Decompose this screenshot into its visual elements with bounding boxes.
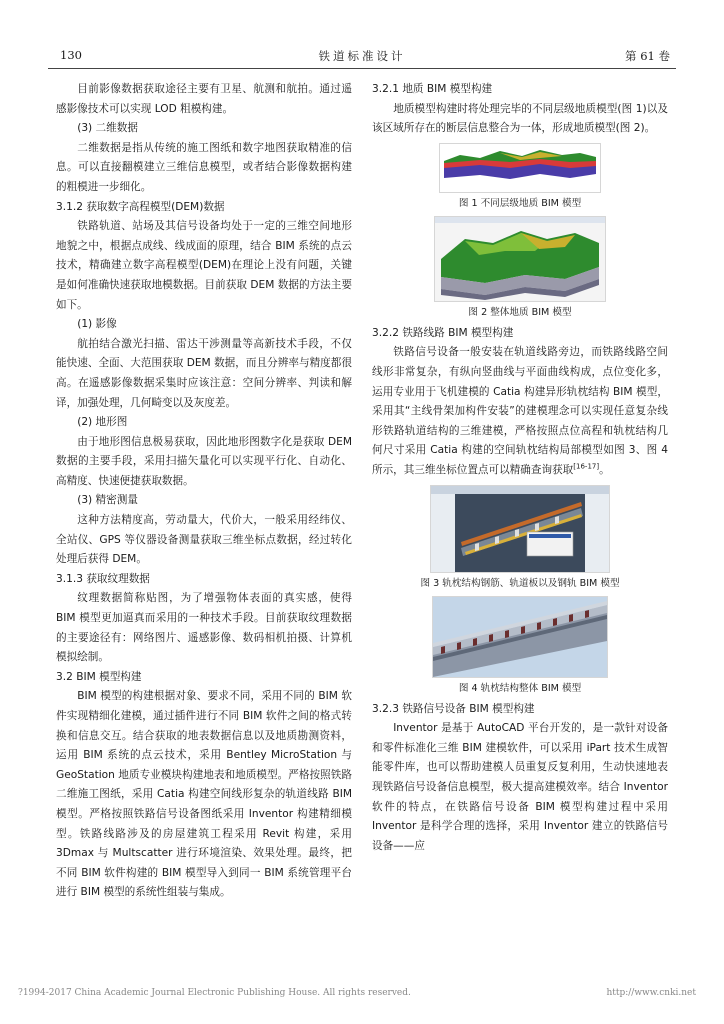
page-number: 130: [60, 48, 82, 62]
paragraph: [372, 343, 668, 480]
paragraph-text: 铁路信号设备一般安装在轨道线路旁边，而铁路线路空间线形非常复杂，有纵向竖曲线与平面曲线构成，点位变化多，运用专业用于飞机建模的 Catia 构建异形轨枕结构 BIM 模型，采用其“主线骨架加构件安装”的建模理念可以实现任意复杂线形铁路轨道结构的三维建模，严格按照点位高程和轨枕结构几何尺寸采用 Catia 构建的空间轨枕结构局部模型如图 3、图 4 所示，其三维坐标位置点可以精确查询获取: [372, 346, 668, 476]
figure-3-image: [430, 485, 610, 573]
figure-1: [372, 143, 668, 212]
figure-3-caption: 图 3 轨枕结构钢筋、轨道板以及钢轨 BIM 模型: [420, 577, 620, 589]
figure-1-caption: 图 1 不同层级地质 BIM 模型: [458, 197, 582, 209]
paragraph: 目前影像数据获取途径主要有卫星、航测和航拍。通过遥感影像技术可以实现 LOD 粗模构建。: [56, 83, 352, 115]
figure-3: [372, 485, 668, 592]
paragraph: 纹理数据简称贴图，为了增强物体表面的真实感，使得 BIM 模型更加逼真而采用的一种技术手段。目前获取纹理数据的主要途径有：网络图片、遥感影像、数码相机拍摄、计算机模拟绘制。: [56, 592, 352, 664]
citation: [16-17]: [573, 462, 600, 471]
header-rule: [48, 68, 676, 69]
copyright-notice: ?1994-2017 China Academic Journal Electronic Publishing House. All rights reserved.: [18, 988, 411, 998]
paragraph: 航拍结合激光扫描、雷达干涉测量等高新技术手段，不仅能快速、全面、大范围获取 DEM 数据，而且分辨率与精度都很高。在遥感影像数据采集时应该注意：空间分辨率、判读和解译，加强处理，几何畸变以及灰度差。: [56, 337, 352, 409]
page-header: [48, 48, 676, 66]
section-heading-3-2-1: 3.2.1 地质 BIM 模型构建: [372, 83, 493, 95]
footer-url: http://www.cnki.net: [606, 988, 696, 998]
figure-4: [372, 596, 668, 697]
figure-2-caption: 图 2 整体地质 BIM 模型: [468, 306, 572, 318]
figure-1-image: [439, 143, 601, 193]
section-heading-3-2-2: 3.2.2 铁路线路 BIM 模型构建: [372, 326, 514, 339]
paragraph: Inventor 是基于 AutoCAD 平台开发的，是一款针对设备和零件标准化三维 BIM 建模软件，可以采用 iPart 技术生成智能零件库，也可以帮助建模人员重复反复利用，生动快速地表现铁路信号设备信息模型，极大提高建模效率。结合 Inventor 软件的特点，在铁路信号设备 BIM 模型构建过程中采用 Inventor 是科学合理的选择，采用 Inventor 建立的铁路信号设备——应: [372, 722, 668, 852]
volume-label: 第 61 卷: [625, 49, 670, 63]
subsection-label: (3) 二维数据: [77, 122, 138, 135]
figure-2-image: [434, 216, 606, 302]
paragraph: 地质模型构建时将处理完毕的不同层级地质模型(图 1)以及该区域所存在的断层信息整合为一体，形成地质模型(图 2)。: [372, 102, 668, 135]
paragraph: 二维数据是指从传统的施工图纸和数字地图获取精准的信息。可以直接翻模建立三维信息模型，或者结合影像数据构建的粗模进一步细化。: [56, 141, 352, 193]
section-heading: 3.1.2 获取数字高程模型(DEM)数据: [56, 200, 225, 213]
paragraph: 由于地形图信息极易获取，因此地形图数字化是获取 DEM 数据的主要手段，采用扫描矢量化可以实现平行化、自动化、高精度、快速便捷获取数据。: [56, 435, 352, 487]
figure-4-image: [432, 596, 608, 678]
section-heading: 3.2 BIM 模型构建: [56, 670, 142, 683]
punctuation: 。: [599, 463, 610, 476]
paragraph: 铁路轨道、站场及其信号设备均处于一定的三维空间地形地貌之中，根据点成线、线成面的原理，结合 BIM 系统的点云技术，精确建立数字高程模型(DEM)在理论上没有问题，关键是如何准确快速获取地模数据。目前获取 DEM 数据的方法主要如下。: [56, 220, 352, 311]
subsection-label: (2) 地形图: [77, 416, 128, 429]
figure-2: [372, 216, 668, 321]
paragraph: 这种方法精度高，劳动量大，代价大，一般采用经纬仪、全站仪、GPS 等仪器设备测量获取三维坐标点数据，经过转化处理后获得 DEM。: [56, 514, 352, 566]
subsection-label: (1) 影像: [77, 318, 117, 331]
section-heading-3-2-3: 3.2.3 铁路信号设备 BIM 模型构建: [372, 702, 535, 715]
paragraph: BIM 模型的构建根据对象、要求不同，采用不同的 BIM 软件实现精细化建模，通过插件进行不同 BIM 软件之间的格式转换和信息交互。结合获取的地表数据信息以及地质勘测资料，运用 BIM 系统的点云技术，采用 Bentley MicroStation 与 GeoStation 地质专业模块构建地表和地质模型。严格按照铁路二维施工图纸，采用 Catia 构建空间线形复杂的轨道线路 BIM 模型。严格按照铁路信号设备图纸采用 Inventor 构建精细模型。铁路线路涉及的房屋建筑工程采用 Revit 构建，采用 3Dmax 与 Multscatter 进行环境渲染、效果处理。最终，把不同 BIM 软件构建的 BIM 模型导入到同一 BIM 系统管理平台进行 BIM 模型的系统性组装与集成。: [56, 690, 352, 899]
left-column: [56, 80, 352, 903]
right-column: [372, 80, 668, 856]
figure-4-caption: 图 4 轨枕结构整体 BIM 模型: [458, 682, 582, 694]
journal-title: 铁道标准设计: [318, 49, 406, 63]
section-heading: 3.1.3 获取纹理数据: [56, 572, 150, 585]
subsection-label: (3) 精密测量: [77, 494, 138, 507]
